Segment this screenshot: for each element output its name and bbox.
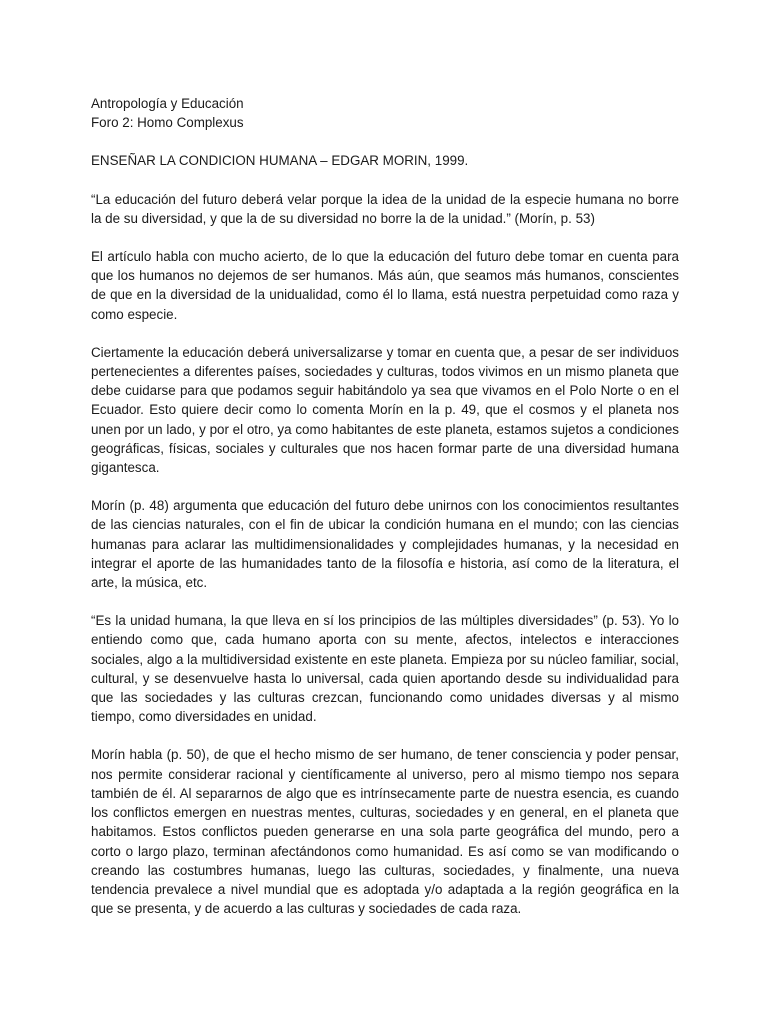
paragraph-2: El artículo habla con mucho acierto, de lo que la educación del futuro debe tomar en cuenta para que los humanos no dejemos de ser humanos. Más aún, que seamos más humanos, conscientes de que en la diversidad de la unidualidad, como él lo llama, está nuestra perpetuidad como raza y como especie. [91, 249, 679, 322]
course-name: Antropología y Educación [91, 96, 244, 111]
document-header [91, 94, 679, 132]
document-title: ENSEÑAR LA CONDICION HUMANA – EDGAR MORIN, 1999. [91, 153, 469, 169]
paragraph-3: Ciertamente la educación deberá universalizarse y tomar en cuenta que, a pesar de ser individuos pertenecientes a diferentes países, sociedades y culturas, todos vivimos en un mismo planeta que debe cuidarse para que podamos seguir habitándolo ya sea que vivamos en el Polo Norte o en el Ecuador. Esto quiere decir como lo comenta Morín en la p. 49, que el cosmos y el planeta nos unen por un lado, y por el otro, ya como habitantes de este planeta, estamos sujetos a condiciones geográficas, físicas, sociales y culturales que nos hacen formar parte de una diversidad humana gigantesca. [91, 344, 679, 476]
paragraph-5: “Es la unidad humana, la que lleva en sí los principios de las múltiples diversidades” (p. 53). Yo lo entiendo como que, cada humano aporta con su mente, afectos, intelectos e interacciones sociales, algo a la multidiversidad existente en este planeta. Empieza por su núcleo familiar, social, cultural, y se desenvuelve hasta lo universal, cada quien aportando desde su individualidad para que las sociedades y las culturas crezcan, funcionando como unidades diversas y al mismo tiempo, como diversidades en unidad. [91, 613, 679, 725]
document-page [91, 94, 679, 937]
paragraph-4: Morín (p. 48) argumenta que educación del futuro debe unirnos con los conocimientos resultantes de las ciencias naturales, con el fin de ubicar la condición humana en el mundo; con las ciencias humanas para aclarar las multidimensionalidades y complejidades humanas, y la necesidad en integrar el aporte de las humanidades tanto de la filosofía e historia, así como de la literatura, el arte, la música, etc. [91, 498, 679, 591]
forum-name: Foro 2: Homo Complexus [91, 115, 244, 131]
paragraph-6: Morín habla (p. 50), de que el hecho mismo de ser humano, de tener consciencia y poder pensar, nos permite considerar racional y científicamente al universo, pero al mismo tiempo nos separa también de él. Al separarnos de algo que es intrínsecamente parte de nuestra esencia, es cuando los conflictos emergen en nuestras mentes, culturas, sociedades y en general, en el planeta que habitamos. Estos conflictos pueden generarse en una sola parte geográfica del mundo, pero a corto o largo plazo, terminan afectándonos como humanidad. Es así como se van modificando o creando las costumbres humanas, luego las culturas, sociedades, y finalmente, una nueva tendencia prevalece a nivel mundial que es adoptada y/o adaptada a la región geográfica en la que se presenta, y de acuerdo a las culturas y sociedades de cada raza. [91, 747, 679, 917]
paragraph-quote-1: “La educación del futuro deberá velar porque la idea de la unidad de la especie humana no borre la de su diversidad, y que la de su diversidad no borre la de la unidad.” (Morín, p. 53) [91, 191, 679, 226]
